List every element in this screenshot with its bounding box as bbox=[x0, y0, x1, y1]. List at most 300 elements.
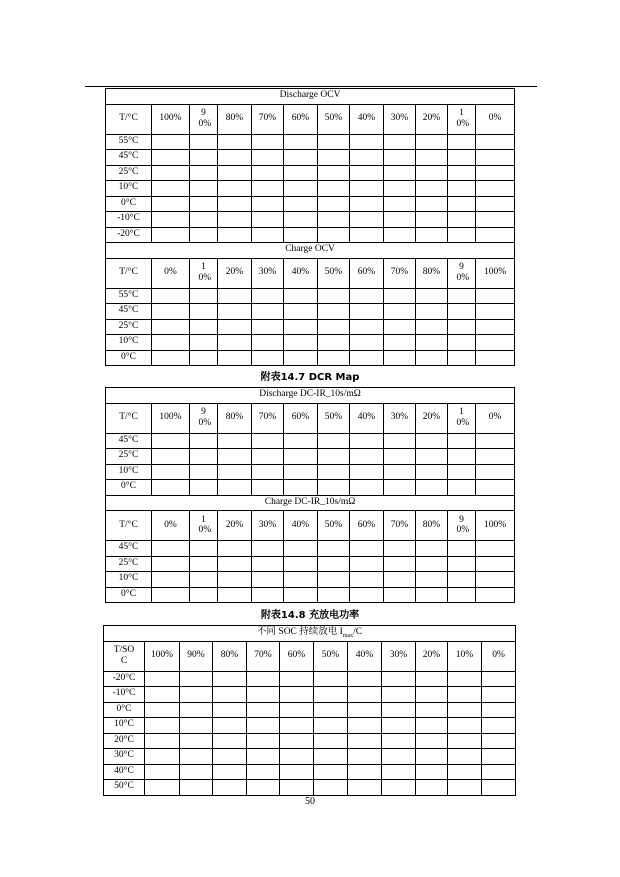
value-cell bbox=[348, 718, 382, 734]
temp-label: 10°C bbox=[106, 572, 152, 588]
header-label: T/°C bbox=[106, 511, 152, 541]
value-cell bbox=[247, 733, 280, 749]
header-soc: 50% bbox=[318, 403, 350, 433]
value-cell bbox=[180, 702, 213, 718]
value-cell bbox=[180, 687, 213, 703]
value-cell bbox=[318, 587, 350, 603]
temp-label: 55°C bbox=[106, 134, 152, 150]
temp-label: 10°C bbox=[106, 335, 152, 351]
header-soc: 90% bbox=[180, 641, 213, 671]
value-cell bbox=[384, 433, 416, 449]
value-cell bbox=[448, 687, 482, 703]
value-cell bbox=[180, 733, 213, 749]
value-cell bbox=[284, 150, 318, 166]
value-cell bbox=[318, 464, 350, 480]
value-cell bbox=[252, 150, 284, 166]
value-cell bbox=[314, 780, 348, 796]
value-cell bbox=[314, 733, 348, 749]
value-cell bbox=[382, 687, 416, 703]
value-cell bbox=[482, 764, 516, 780]
value-cell bbox=[284, 350, 318, 366]
header-soc-text: 10% bbox=[198, 262, 212, 283]
value-cell bbox=[218, 350, 252, 366]
value-cell bbox=[218, 449, 252, 465]
value-cell bbox=[318, 304, 350, 320]
value-cell bbox=[314, 671, 348, 687]
value-cell bbox=[448, 587, 476, 603]
value-cell bbox=[416, 181, 448, 197]
value-cell bbox=[152, 433, 190, 449]
value-cell bbox=[350, 150, 384, 166]
value-cell bbox=[384, 572, 416, 588]
value-cell bbox=[152, 335, 190, 351]
value-cell bbox=[252, 319, 284, 335]
value-cell bbox=[416, 196, 448, 212]
value-cell bbox=[218, 433, 252, 449]
value-cell bbox=[180, 671, 213, 687]
value-cell bbox=[384, 212, 416, 228]
value-cell bbox=[284, 587, 318, 603]
charge-dcir-title: Charge DC-IR_10s/mΩ bbox=[106, 495, 515, 511]
value-cell bbox=[152, 572, 190, 588]
temp-label: 0°C bbox=[106, 350, 152, 366]
value-cell bbox=[180, 764, 213, 780]
header-soc: 80% bbox=[416, 511, 448, 541]
value-cell bbox=[190, 212, 218, 228]
value-cell bbox=[384, 541, 416, 557]
value-cell bbox=[318, 319, 350, 335]
value-cell bbox=[350, 449, 384, 465]
value-cell bbox=[476, 541, 515, 557]
header-soc: 0% bbox=[482, 641, 516, 671]
header-soc-text: 90% bbox=[456, 262, 470, 283]
value-cell bbox=[152, 464, 190, 480]
value-cell bbox=[350, 587, 384, 603]
value-cell bbox=[190, 335, 218, 351]
value-cell bbox=[416, 480, 448, 496]
value-cell bbox=[218, 556, 252, 572]
value-cell bbox=[284, 196, 318, 212]
value-cell bbox=[218, 288, 252, 304]
value-cell bbox=[284, 335, 318, 351]
charge-ocv-title: Charge OCV bbox=[106, 243, 515, 259]
header-soc: 60% bbox=[284, 104, 318, 134]
temp-label: 10°C bbox=[106, 464, 152, 480]
value-cell bbox=[382, 718, 416, 734]
header-soc bbox=[448, 104, 476, 134]
value-cell bbox=[384, 227, 416, 243]
value-cell bbox=[284, 541, 318, 557]
table-row bbox=[104, 749, 516, 765]
header-soc: 80% bbox=[416, 258, 448, 288]
temp-label: 50°C bbox=[104, 780, 145, 796]
temp-label: 30°C bbox=[104, 749, 145, 765]
value-cell bbox=[416, 541, 448, 557]
temp-label: 55°C bbox=[106, 288, 152, 304]
value-cell bbox=[284, 212, 318, 228]
value-cell bbox=[416, 556, 448, 572]
temp-label: 20°C bbox=[104, 733, 145, 749]
value-cell bbox=[218, 541, 252, 557]
header-soc: 20% bbox=[218, 258, 252, 288]
header-soc: 40% bbox=[284, 511, 318, 541]
value-cell bbox=[252, 572, 284, 588]
header-soc: 70% bbox=[252, 104, 284, 134]
value-cell bbox=[280, 702, 314, 718]
value-cell bbox=[218, 181, 252, 197]
value-cell bbox=[190, 196, 218, 212]
value-cell bbox=[152, 196, 190, 212]
value-cell bbox=[448, 304, 476, 320]
value-cell bbox=[252, 433, 284, 449]
value-cell bbox=[252, 449, 284, 465]
value-cell bbox=[348, 749, 382, 765]
value-cell bbox=[382, 749, 416, 765]
value-cell bbox=[476, 288, 515, 304]
table-row bbox=[106, 288, 515, 304]
table-row bbox=[106, 304, 515, 320]
value-cell bbox=[482, 671, 516, 687]
value-cell bbox=[318, 288, 350, 304]
value-cell bbox=[350, 335, 384, 351]
value-cell bbox=[350, 480, 384, 496]
value-cell bbox=[152, 212, 190, 228]
value-cell bbox=[152, 587, 190, 603]
header-soc-text: 10% bbox=[198, 514, 212, 536]
value-cell bbox=[152, 165, 190, 181]
value-cell bbox=[218, 319, 252, 335]
value-cell bbox=[213, 780, 247, 796]
value-cell bbox=[350, 433, 384, 449]
value-cell bbox=[252, 134, 284, 150]
header-soc: 60% bbox=[284, 403, 318, 433]
temp-label: 0°C bbox=[106, 587, 152, 603]
value-cell bbox=[218, 304, 252, 320]
value-cell bbox=[280, 671, 314, 687]
value-cell bbox=[314, 764, 348, 780]
value-cell bbox=[384, 181, 416, 197]
value-cell bbox=[416, 134, 448, 150]
value-cell bbox=[476, 556, 515, 572]
value-cell bbox=[318, 227, 350, 243]
value-cell bbox=[476, 165, 515, 181]
temp-label: 45°C bbox=[106, 304, 152, 320]
value-cell bbox=[252, 196, 284, 212]
value-cell bbox=[448, 541, 476, 557]
value-cell bbox=[280, 749, 314, 765]
value-cell bbox=[448, 134, 476, 150]
value-cell bbox=[448, 718, 482, 734]
value-cell bbox=[350, 304, 384, 320]
value-cell bbox=[448, 288, 476, 304]
value-cell bbox=[190, 165, 218, 181]
value-cell bbox=[318, 433, 350, 449]
value-cell bbox=[280, 764, 314, 780]
header-soc: 0% bbox=[476, 104, 515, 134]
value-cell bbox=[476, 335, 515, 351]
value-cell bbox=[152, 227, 190, 243]
temp-label: 25°C bbox=[106, 319, 152, 335]
value-cell bbox=[252, 212, 284, 228]
value-cell bbox=[476, 350, 515, 366]
page-number: 50 bbox=[305, 796, 315, 807]
value-cell bbox=[280, 718, 314, 734]
value-cell bbox=[252, 304, 284, 320]
value-cell bbox=[213, 764, 247, 780]
header-soc: 70% bbox=[247, 641, 280, 671]
value-cell bbox=[476, 227, 515, 243]
value-cell bbox=[218, 150, 252, 166]
value-cell bbox=[348, 733, 382, 749]
value-cell bbox=[476, 304, 515, 320]
value-cell bbox=[416, 587, 448, 603]
header-soc: 40% bbox=[284, 258, 318, 288]
value-cell bbox=[448, 780, 482, 796]
value-cell bbox=[416, 304, 448, 320]
value-cell bbox=[314, 687, 348, 703]
header-soc bbox=[448, 511, 476, 541]
value-cell bbox=[152, 480, 190, 496]
header-label: T/°C bbox=[106, 258, 152, 288]
value-cell bbox=[448, 749, 482, 765]
power-table bbox=[103, 625, 516, 796]
table-row bbox=[106, 480, 515, 496]
value-cell bbox=[448, 671, 482, 687]
table-row bbox=[104, 687, 516, 703]
value-cell bbox=[190, 150, 218, 166]
value-cell bbox=[152, 449, 190, 465]
header-soc: 10% bbox=[448, 641, 482, 671]
ocv-table bbox=[105, 88, 515, 366]
value-cell bbox=[350, 350, 384, 366]
header-soc: 100% bbox=[476, 258, 515, 288]
table-row bbox=[106, 449, 515, 465]
temp-label: 45°C bbox=[106, 433, 152, 449]
value-cell bbox=[416, 449, 448, 465]
value-cell bbox=[384, 335, 416, 351]
value-cell bbox=[190, 304, 218, 320]
value-cell bbox=[152, 181, 190, 197]
value-cell bbox=[284, 181, 318, 197]
header-soc: 30% bbox=[384, 104, 416, 134]
header-soc-text: 90% bbox=[198, 108, 212, 129]
value-cell bbox=[247, 702, 280, 718]
value-cell bbox=[145, 733, 180, 749]
value-cell bbox=[252, 288, 284, 304]
header-soc-text: 90% bbox=[456, 514, 470, 536]
value-cell bbox=[382, 780, 416, 796]
value-cell bbox=[448, 464, 476, 480]
value-cell bbox=[252, 556, 284, 572]
value-cell bbox=[314, 718, 348, 734]
value-cell bbox=[218, 335, 252, 351]
discharge-dcir-title-row bbox=[106, 388, 515, 404]
power-title-sub: max bbox=[342, 632, 354, 639]
value-cell bbox=[350, 541, 384, 557]
header-label: T/°C bbox=[106, 104, 152, 134]
temp-label: 10°C bbox=[104, 718, 145, 734]
table-row bbox=[106, 350, 515, 366]
header-rule bbox=[85, 86, 537, 87]
power-title-row bbox=[104, 626, 516, 642]
value-cell bbox=[247, 749, 280, 765]
value-cell bbox=[213, 718, 247, 734]
dcr-caption: 附表14.7 DCR Map bbox=[260, 372, 360, 383]
value-cell bbox=[190, 541, 218, 557]
header-soc: 70% bbox=[252, 403, 284, 433]
temp-label: 45°C bbox=[106, 541, 152, 557]
header-soc: 100% bbox=[476, 511, 515, 541]
header-soc: 40% bbox=[350, 104, 384, 134]
value-cell bbox=[350, 288, 384, 304]
value-cell bbox=[318, 212, 350, 228]
header-soc: 80% bbox=[213, 641, 247, 671]
value-cell bbox=[218, 587, 252, 603]
value-cell bbox=[247, 687, 280, 703]
value-cell bbox=[218, 464, 252, 480]
table-row bbox=[106, 134, 515, 150]
header-soc bbox=[448, 258, 476, 288]
value-cell bbox=[448, 702, 482, 718]
header-soc: 20% bbox=[416, 403, 448, 433]
value-cell bbox=[476, 480, 515, 496]
table-row bbox=[106, 541, 515, 557]
value-cell bbox=[314, 749, 348, 765]
value-cell bbox=[348, 764, 382, 780]
value-cell bbox=[476, 572, 515, 588]
value-cell bbox=[416, 227, 448, 243]
table-row bbox=[106, 227, 515, 243]
value-cell bbox=[145, 764, 180, 780]
value-cell bbox=[145, 749, 180, 765]
header-soc: 0% bbox=[152, 511, 190, 541]
value-cell bbox=[152, 288, 190, 304]
value-cell bbox=[213, 749, 247, 765]
header-soc: 0% bbox=[476, 403, 515, 433]
value-cell bbox=[384, 304, 416, 320]
header-soc-text: 90% bbox=[198, 407, 212, 428]
value-cell bbox=[482, 687, 516, 703]
table-row bbox=[106, 181, 515, 197]
header-soc: 20% bbox=[416, 641, 448, 671]
value-cell bbox=[152, 134, 190, 150]
value-cell bbox=[482, 749, 516, 765]
value-cell bbox=[190, 556, 218, 572]
value-cell bbox=[190, 433, 218, 449]
header-soc bbox=[190, 104, 218, 134]
value-cell bbox=[416, 464, 448, 480]
value-cell bbox=[448, 150, 476, 166]
value-cell bbox=[280, 687, 314, 703]
value-cell bbox=[152, 556, 190, 572]
table-row bbox=[106, 212, 515, 228]
temp-label: -20°C bbox=[106, 227, 152, 243]
value-cell bbox=[152, 319, 190, 335]
header-soc bbox=[190, 403, 218, 433]
value-cell bbox=[448, 480, 476, 496]
value-cell bbox=[247, 671, 280, 687]
header-soc bbox=[190, 258, 218, 288]
header-soc: 60% bbox=[280, 641, 314, 671]
value-cell bbox=[350, 134, 384, 150]
temp-label: -20°C bbox=[104, 671, 145, 687]
value-cell bbox=[218, 480, 252, 496]
value-cell bbox=[416, 319, 448, 335]
value-cell bbox=[416, 572, 448, 588]
value-cell bbox=[280, 780, 314, 796]
value-cell bbox=[448, 449, 476, 465]
value-cell bbox=[384, 150, 416, 166]
charge-dcir-header bbox=[106, 511, 515, 541]
header-soc: 50% bbox=[314, 641, 348, 671]
value-cell bbox=[416, 780, 448, 796]
value-cell bbox=[350, 212, 384, 228]
value-cell bbox=[476, 134, 515, 150]
value-cell bbox=[448, 764, 482, 780]
table-row bbox=[106, 587, 515, 603]
value-cell bbox=[350, 556, 384, 572]
value-cell bbox=[190, 587, 218, 603]
header-soc: 30% bbox=[252, 511, 284, 541]
value-cell bbox=[280, 733, 314, 749]
value-cell bbox=[190, 449, 218, 465]
value-cell bbox=[318, 335, 350, 351]
value-cell bbox=[284, 433, 318, 449]
value-cell bbox=[416, 733, 448, 749]
temp-label: 25°C bbox=[106, 556, 152, 572]
header-soc: 20% bbox=[416, 104, 448, 134]
value-cell bbox=[218, 134, 252, 150]
value-cell bbox=[416, 671, 448, 687]
value-cell bbox=[180, 749, 213, 765]
value-cell bbox=[252, 464, 284, 480]
value-cell bbox=[145, 687, 180, 703]
value-cell bbox=[476, 212, 515, 228]
value-cell bbox=[318, 541, 350, 557]
value-cell bbox=[247, 718, 280, 734]
value-cell bbox=[252, 181, 284, 197]
value-cell bbox=[416, 150, 448, 166]
value-cell bbox=[190, 464, 218, 480]
value-cell bbox=[448, 319, 476, 335]
value-cell bbox=[384, 319, 416, 335]
value-cell bbox=[448, 572, 476, 588]
charge-dcir-title-row bbox=[106, 495, 515, 511]
value-cell bbox=[384, 556, 416, 572]
value-cell bbox=[476, 181, 515, 197]
header-label: T/°C bbox=[106, 403, 152, 433]
value-cell bbox=[318, 181, 350, 197]
value-cell bbox=[190, 572, 218, 588]
value-cell bbox=[348, 687, 382, 703]
header-soc: 0% bbox=[152, 258, 190, 288]
value-cell bbox=[284, 134, 318, 150]
power-caption: 附表14.8 充放电功率 bbox=[260, 610, 360, 621]
value-cell bbox=[382, 764, 416, 780]
value-cell bbox=[382, 702, 416, 718]
value-cell bbox=[252, 480, 284, 496]
temp-label: 0°C bbox=[106, 480, 152, 496]
value-cell bbox=[416, 212, 448, 228]
charge-ocv-header bbox=[106, 258, 515, 288]
header-soc bbox=[448, 403, 476, 433]
value-cell bbox=[252, 587, 284, 603]
value-cell bbox=[190, 181, 218, 197]
value-cell bbox=[252, 350, 284, 366]
value-cell bbox=[476, 587, 515, 603]
temp-label: 0°C bbox=[104, 702, 145, 718]
temp-label: 0°C bbox=[106, 196, 152, 212]
